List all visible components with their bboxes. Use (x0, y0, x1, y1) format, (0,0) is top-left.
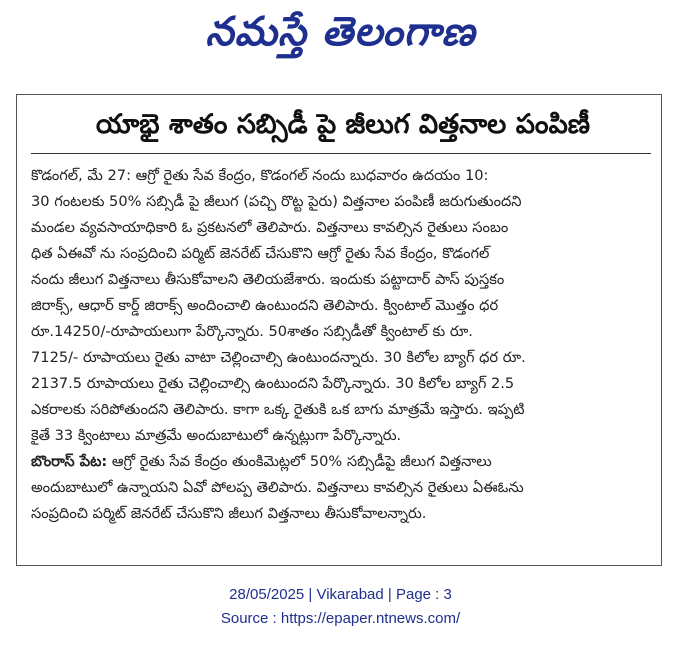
article-line: 30 గంటలకు 50% సబ్సిడీ పై జీలుగ (పచ్చి రొట్ట పైరు) విత్తనాల పంపిణీ జరుగుతుందని (31, 193, 522, 210)
dateline-bomraspet: బొంరాస్ పేట: (31, 453, 108, 470)
headline-divider (31, 153, 651, 154)
article-line: నందు జీలుగ విత్తనాలు తీసుకోవాలని తెలియజేశారు. ఇందుకు పట్టాదార్ పాస్ పుస్తకం (31, 271, 505, 288)
article-line: 2137.5 రూపాయలు రైతు చెల్లించాల్సి ఉంటుందని పేర్కొన్నారు. 30 కిలోల బ్యాగ్ 2.5 (31, 375, 515, 392)
edition-info: 28/05/2025 | Vikarabad | Page : 3 (229, 586, 452, 603)
article-body (31, 163, 651, 527)
article-line: జిరాక్స్, ఆధార్ కార్డ్ జిరాక్స్ అందించాలి ఉంటుందని తెలిపారు. క్వింటాల్ మొత్తం ధర (31, 297, 499, 314)
article-line: అందుబాటులో ఉన్నాయని ఏవో పోలప్ప తెలిపారు. విత్తనాలు కావల్సిన రైతులు ఏఈఓను (31, 479, 524, 496)
article-line: కైతే 33 క్వింటాలు మాత్రమే అందుబాటులో ఉన్నట్లుగా పేర్కొన్నారు. (31, 427, 402, 444)
source-link[interactable]: Source : https://epaper.ntnews.com/ (220, 610, 461, 627)
article-line: సంప్రదించి పర్మిట్ జెనరేట్ చేసుకొని జీలుగ విత్తనాలు తీసుకోవాలన్నారు. (31, 505, 427, 522)
article-line: రూ.14250/-రూపాయలుగా పేర్కొన్నారు. 50శాతం సబ్సిడీతో క్వింటాల్ కు రూ. (31, 323, 473, 340)
newspaper-masthead: నమస్తే తెలంగాణ (205, 8, 476, 55)
article-headline: యాభై శాతం సబ్సిడీ పై జీలుగ విత్తనాల పంపిణీ (95, 109, 591, 140)
article-line: మండల వ్యవసాయాధికారి ఓ ప్రకటనలో తెలిపారు. విత్తనాలు కావల్సిన రైతులు సంబం (31, 219, 509, 236)
article-line-text: ఆగ్రో రైతు సేవ కేంద్రం తుంకిమెట్లలో 50% సబ్సిడీపై జీలుగ విత్తనాలు (107, 453, 492, 470)
article-line (31, 449, 651, 475)
article-line: ఎకరాలకు సరిపోతుందని తెలిపారు. కాగా ఒక్క రైతుకి ఒక బాగు మాత్రమే ఇస్తారు. ఇప్పటి (31, 401, 525, 418)
article-line: 7125/- రూపాయలు రైతు వాటా చెల్లించాల్సి ఉంటుందన్నారు. 30 కిలోల బ్యాగ్ ధర రూ. (31, 349, 526, 366)
article-line: ధిత ఏఈవో ను సంప్రదించి పర్మిట్ జెనరేట్ చేసుకొని ఆగ్రో రైతు సేవ కేంద్రం, కొడంగల్ (31, 245, 490, 262)
news-clipping (16, 94, 662, 566)
article-line: కొడంగల్, మే 27: ఆగ్రో రైతు సేవ కేంద్రం, కొడంగల్ నందు బుధవారం ఉదయం 10: (31, 167, 489, 184)
